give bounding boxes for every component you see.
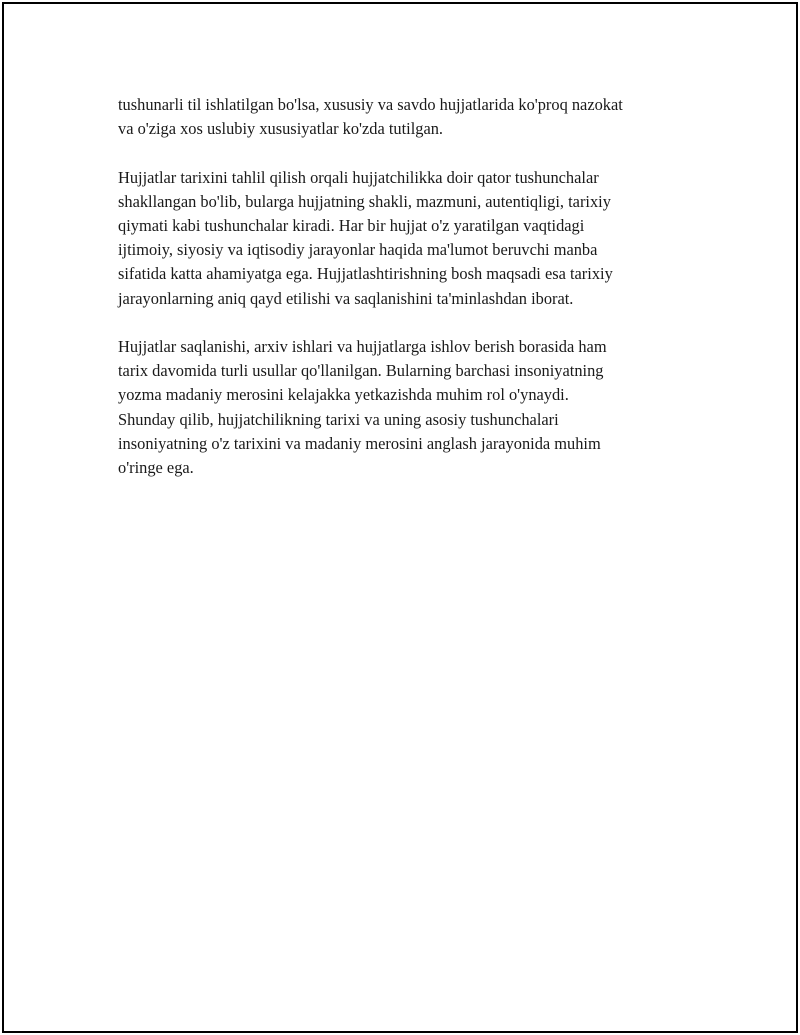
- paragraph-3: [118, 335, 698, 480]
- text-line: va o'ziga xos uslubiy xususiyatlar ko'zda tutilgan.: [118, 119, 444, 139]
- text-line: tushunarli til ishlatilgan bo'lsa, xususiy va savdo hujjatlarida ko'proq nazokat: [118, 95, 623, 114]
- text-line: tarix davomida turli usullar qo'llanilgan. Bularning barchasi insoniyatning: [118, 361, 604, 381]
- text-line: Shunday qilib, hujjatchilikning tarixi va uning asosiy tushunchalari: [118, 409, 559, 429]
- text-line: o'ringe ega.: [118, 458, 194, 478]
- text-line: shakllangan bo'lib, bularga hujjatning shakli, mazmuni, autentiqligi, tarixiy: [118, 191, 611, 211]
- text-line: ijtimoiy, siyosiy va iqtisodiy jarayonlar haqida ma'lumot beruvchi manba: [118, 240, 598, 260]
- text-line: qiymati kabi tushunchalar kiradi. Har bir hujjat o'z yaratilgan vaqtidagi: [118, 216, 585, 235]
- document-body: [118, 93, 698, 504]
- text-line: yozma madaniy merosini kelajakka yetkazishda muhim rol o'ynaydi.: [118, 385, 569, 405]
- text-line: insoniyatning o'z tarixini va madaniy merosini anglash jarayonida muhim: [118, 433, 601, 453]
- paragraph-1: [118, 93, 698, 141]
- text-line: jarayonlarning aniq qayd etilishi va saqlanishini ta'minlashdan iborat.: [118, 288, 574, 308]
- text-line: sifatida katta ahamiyatga ega. Hujjatlashtirishning bosh maqsadi esa tarixiy: [118, 264, 613, 284]
- text-line: Hujjatlar saqlanishi, arxiv ishlari va hujjatlarga ishlov berish borasida ham: [118, 337, 607, 356]
- text-line: Hujjatlar tarixini tahlil qilish orqali hujjatchilikka doir qator tushunchalar: [118, 167, 599, 187]
- paragraph-2: [118, 166, 698, 311]
